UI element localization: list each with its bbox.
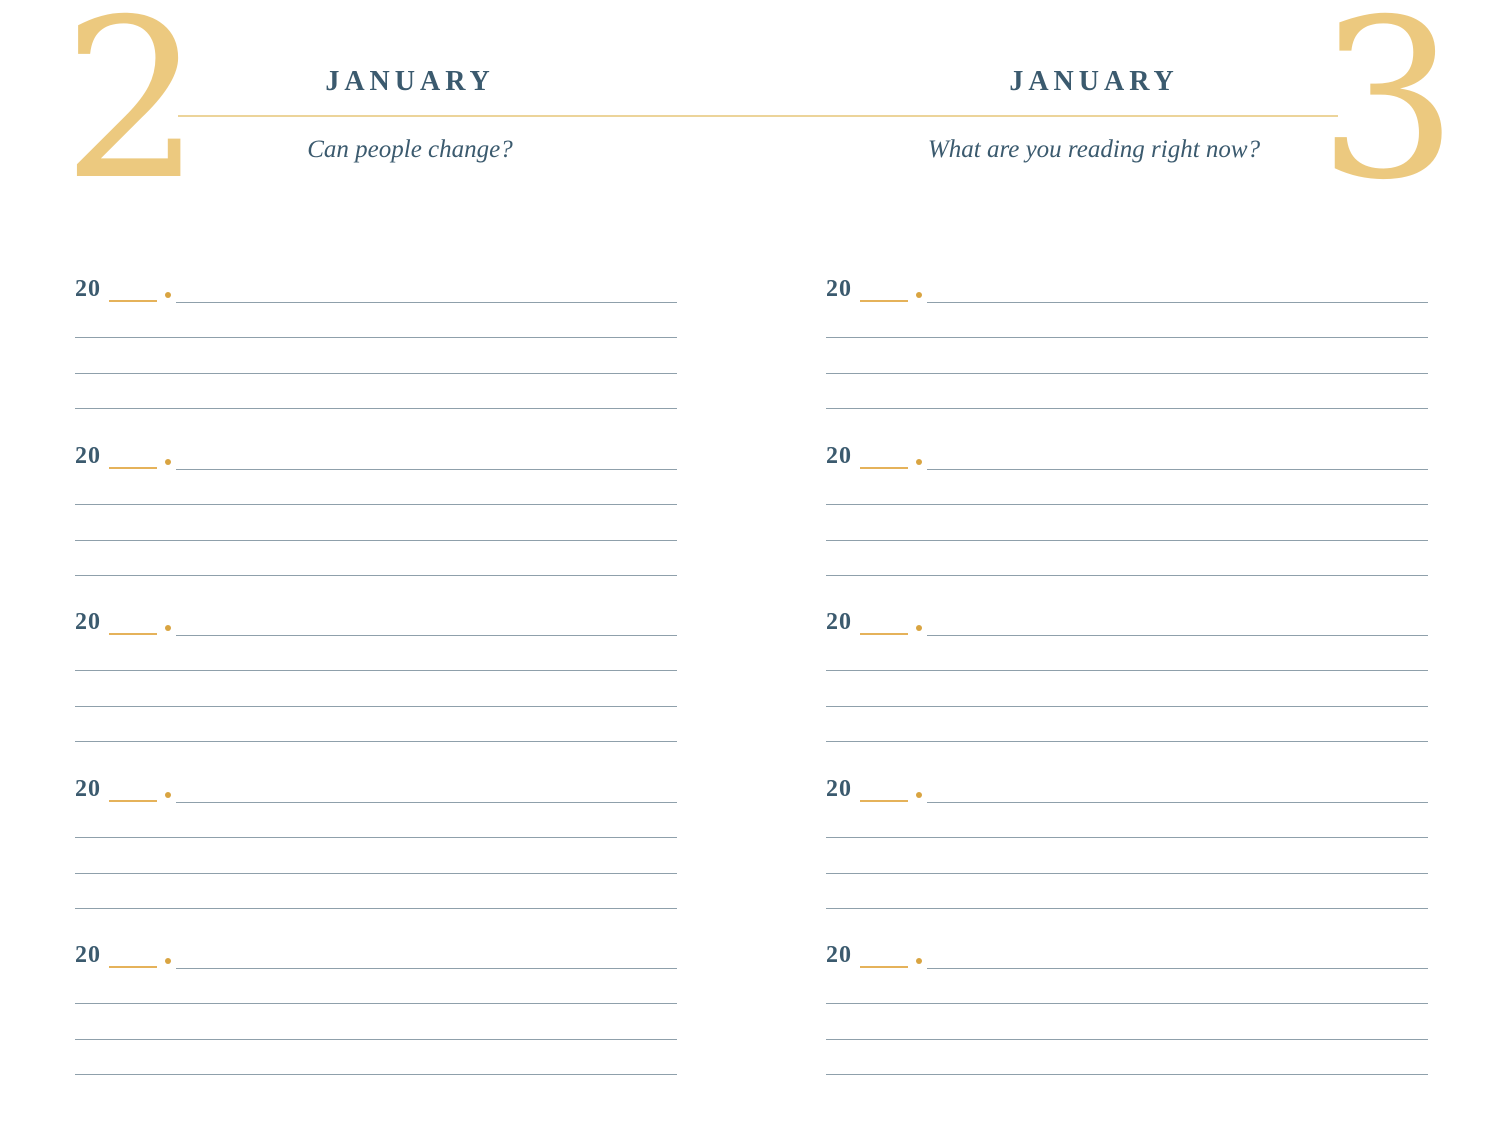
writing-line[interactable] — [176, 469, 677, 470]
year-label: 20 — [75, 776, 101, 802]
bullet-dot — [165, 292, 171, 298]
writing-line[interactable] — [75, 1039, 677, 1040]
writing-line[interactable] — [826, 1039, 1428, 1040]
year-blank[interactable] — [860, 467, 908, 469]
writing-line[interactable] — [75, 706, 677, 707]
year-label: 20 — [826, 776, 852, 802]
writing-line[interactable] — [75, 540, 677, 541]
bullet-dot — [165, 792, 171, 798]
month-title-right: JANUARY — [1009, 66, 1179, 97]
writing-line[interactable] — [826, 908, 1428, 909]
year-blank[interactable] — [860, 800, 908, 802]
writing-line[interactable] — [927, 635, 1428, 636]
writing-line[interactable] — [927, 469, 1428, 470]
journal-entry — [75, 943, 677, 1083]
bullet-dot — [916, 625, 922, 631]
year-label: 20 — [75, 609, 101, 635]
question-prompt-left: Can people change? — [307, 136, 513, 163]
bullet-dot — [165, 625, 171, 631]
year-label: 20 — [826, 443, 852, 469]
writing-line[interactable] — [75, 504, 677, 505]
question-prompt-right: What are you reading right now? — [927, 136, 1261, 163]
writing-line[interactable] — [75, 741, 677, 742]
writing-line[interactable] — [176, 802, 677, 803]
day-number-left: 2 — [62, 0, 202, 228]
writing-line[interactable] — [75, 1074, 677, 1075]
year-blank[interactable] — [109, 633, 157, 635]
journal-entry — [75, 444, 677, 584]
writing-line[interactable] — [826, 1003, 1428, 1004]
writing-line[interactable] — [826, 670, 1428, 671]
year-blank[interactable] — [109, 800, 157, 802]
writing-line[interactable] — [826, 373, 1428, 374]
left-page-entries — [75, 0, 677, 1125]
day-number-right: 3 — [1318, 0, 1458, 228]
year-label: 20 — [826, 609, 852, 635]
year-blank[interactable] — [860, 300, 908, 302]
year-label: 20 — [826, 276, 852, 302]
writing-line[interactable] — [75, 337, 677, 338]
year-blank[interactable] — [860, 966, 908, 968]
bullet-dot — [916, 459, 922, 465]
year-blank[interactable] — [109, 966, 157, 968]
writing-line[interactable] — [927, 302, 1428, 303]
bullet-dot — [165, 459, 171, 465]
month-title-left: JANUARY — [325, 66, 495, 97]
year-label: 20 — [826, 942, 852, 968]
bullet-dot — [916, 958, 922, 964]
writing-line[interactable] — [75, 908, 677, 909]
writing-line[interactable] — [826, 575, 1428, 576]
writing-line[interactable] — [75, 1003, 677, 1004]
year-label: 20 — [75, 942, 101, 968]
writing-line[interactable] — [75, 837, 677, 838]
writing-line[interactable] — [826, 837, 1428, 838]
journal-entry — [826, 777, 1428, 917]
writing-line[interactable] — [176, 302, 677, 303]
writing-line[interactable] — [826, 337, 1428, 338]
bullet-dot — [916, 292, 922, 298]
writing-line[interactable] — [826, 706, 1428, 707]
writing-line[interactable] — [826, 540, 1428, 541]
writing-line[interactable] — [927, 968, 1428, 969]
bullet-dot — [916, 792, 922, 798]
journal-entry — [826, 277, 1428, 417]
writing-line[interactable] — [75, 873, 677, 874]
year-label: 20 — [75, 276, 101, 302]
journal-entry — [75, 277, 677, 417]
writing-line[interactable] — [826, 741, 1428, 742]
writing-line[interactable] — [927, 802, 1428, 803]
writing-line[interactable] — [176, 968, 677, 969]
journal-entry — [826, 610, 1428, 750]
writing-line[interactable] — [826, 504, 1428, 505]
writing-line[interactable] — [826, 873, 1428, 874]
year-blank[interactable] — [860, 633, 908, 635]
bullet-dot — [165, 958, 171, 964]
writing-line[interactable] — [75, 373, 677, 374]
writing-line[interactable] — [826, 1074, 1428, 1075]
writing-line[interactable] — [826, 408, 1428, 409]
year-blank[interactable] — [109, 300, 157, 302]
writing-line[interactable] — [176, 635, 677, 636]
journal-entry — [826, 444, 1428, 584]
year-blank[interactable] — [109, 467, 157, 469]
writing-line[interactable] — [75, 408, 677, 409]
journal-entry — [75, 777, 677, 917]
journal-entry — [826, 943, 1428, 1083]
year-label: 20 — [75, 443, 101, 469]
right-page-entries — [826, 0, 1428, 1125]
writing-line[interactable] — [75, 575, 677, 576]
journal-entry — [75, 610, 677, 750]
writing-line[interactable] — [75, 670, 677, 671]
